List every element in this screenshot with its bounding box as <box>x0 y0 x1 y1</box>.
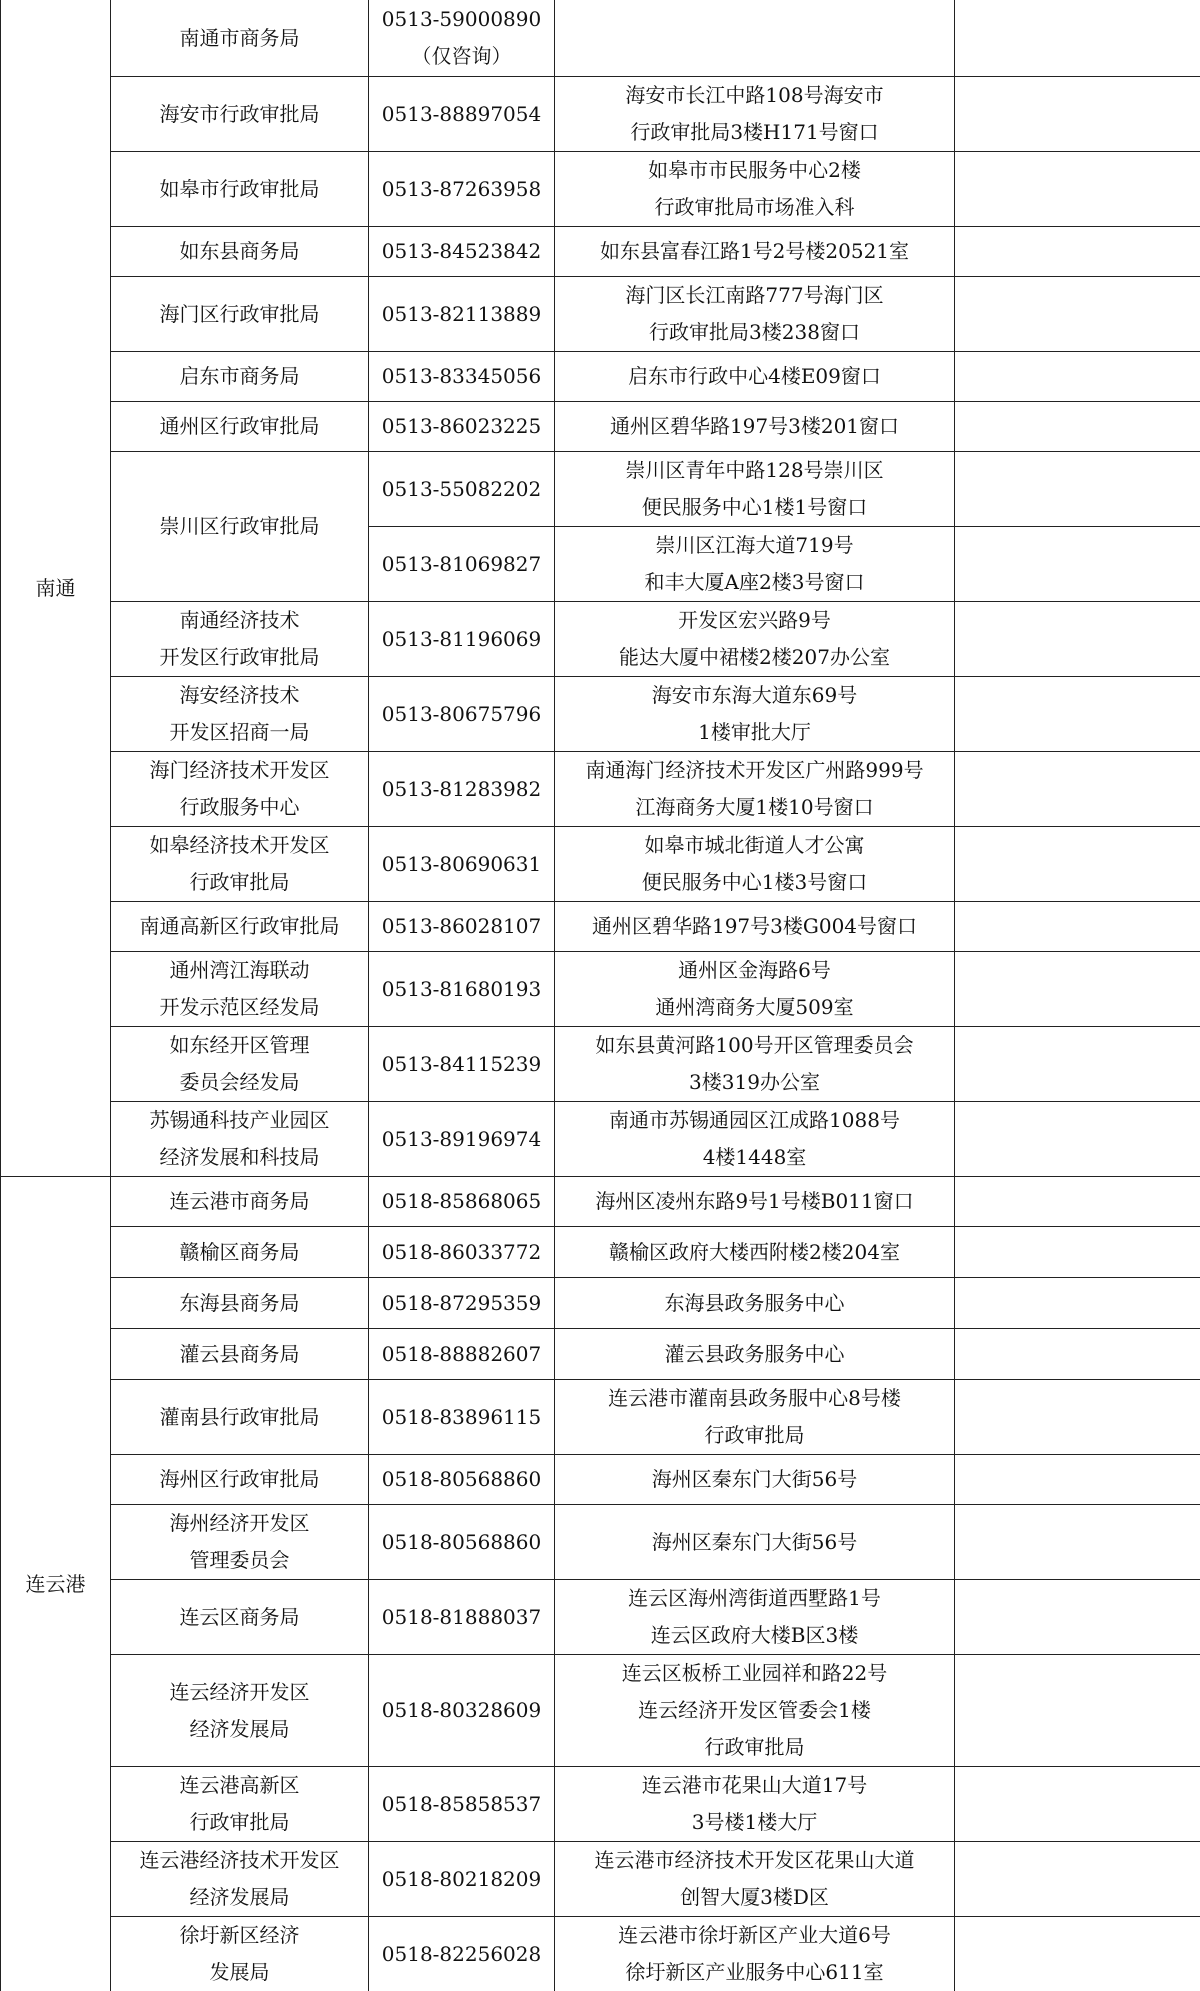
address-cell-line: 如皋市市民服务中心2楼 <box>648 158 861 182</box>
phone-cell <box>369 452 555 527</box>
table-row <box>1 227 1200 277</box>
address-cell-line: 如东县黄河路100号开区管理委员会 <box>595 1033 914 1057</box>
address-cell-line: 便民服务中心1楼3号窗口 <box>641 870 868 894</box>
department-cell <box>111 602 369 677</box>
phone-cell-line: 0518-81888037 <box>381 1604 542 1629</box>
phone-cell-line: 0513-80675796 <box>381 701 542 726</box>
address-cell-line: 行政审批局市场准入科 <box>654 195 855 219</box>
phone-cell-line: 0518-83896115 <box>381 1404 542 1429</box>
phone-cell-line: 0518-82256028 <box>381 1941 542 1966</box>
address-cell <box>555 752 955 827</box>
address-cell-line: 4楼1448室 <box>702 1145 807 1169</box>
department-cell-line: 通州湾江海联动 <box>169 958 310 982</box>
table-row <box>1 152 1200 227</box>
table-row <box>1 902 1200 952</box>
phone-cell-line: 0513-86023225 <box>381 414 542 438</box>
address-cell-line: 东海县政务服务中心 <box>664 1290 845 1315</box>
note-cell <box>955 0 1200 77</box>
department-cell-line: 行政审批局 <box>189 1810 290 1834</box>
address-cell-line: 通州区碧华路197号3楼201窗口 <box>609 414 900 438</box>
phone-cell <box>369 352 555 402</box>
department-cell-line: 南通市商务局 <box>179 25 300 50</box>
department-cell <box>111 1455 369 1505</box>
table-row <box>1 952 1200 1027</box>
department-cell-line: 连云港高新区 <box>179 1773 300 1797</box>
department-cell <box>111 1580 369 1655</box>
phone-cell-line: 0518-80568860 <box>381 1529 542 1554</box>
note-cell <box>955 1655 1200 1767</box>
address-cell <box>555 902 955 952</box>
phone-cell-line: 0513-80690631 <box>381 851 542 876</box>
department-cell-line: 海州区行政审批局 <box>159 1467 320 1491</box>
note-cell <box>955 1767 1200 1842</box>
phone-cell <box>369 402 555 452</box>
address-cell-line: 启东市行政中心4楼E09窗口 <box>628 364 881 388</box>
phone-cell <box>369 152 555 227</box>
department-cell-line: 海安经济技术 <box>179 683 300 707</box>
address-cell <box>555 0 955 77</box>
address-cell-line: 海安市长江中路108号海安市 <box>625 83 884 107</box>
phone-cell-line: 0513-81680193 <box>381 976 542 1001</box>
phone-cell-line: 0513-89196974 <box>381 1126 542 1151</box>
table-row <box>1 452 1200 527</box>
table-row <box>1 1380 1200 1455</box>
department-cell-line: 连云经济开发区 <box>169 1679 310 1704</box>
phone-cell-line: 0513-82113889 <box>381 301 542 326</box>
address-cell <box>555 77 955 152</box>
department-cell-line: 行政服务中心 <box>179 795 300 819</box>
address-cell <box>555 402 955 452</box>
phone-cell <box>369 1767 555 1842</box>
address-cell-line: 海门区长江南路777号海门区 <box>625 283 884 307</box>
table-row <box>1 77 1200 152</box>
department-cell <box>111 1278 369 1329</box>
department-cell-line: 经济发展局 <box>189 1716 290 1741</box>
department-cell <box>111 227 369 277</box>
address-cell-line: 创智大厦3楼D区 <box>680 1885 829 1909</box>
department-cell <box>111 677 369 752</box>
department-cell <box>111 277 369 352</box>
region-name: 连云港 <box>25 1571 86 1596</box>
phone-cell <box>369 1278 555 1329</box>
note-cell <box>955 752 1200 827</box>
phone-cell <box>369 0 555 77</box>
address-cell <box>555 952 955 1027</box>
address-cell-line: 行政审批局 <box>704 1423 805 1447</box>
address-cell <box>555 1842 955 1917</box>
region-cell <box>1 1177 111 1991</box>
address-cell-line: 行政审批局3楼238窗口 <box>649 320 860 344</box>
department-cell-line: 崇川区行政审批局 <box>159 514 320 538</box>
address-cell <box>555 827 955 902</box>
note-cell <box>955 402 1200 452</box>
department-cell-line: 海州经济开发区 <box>169 1511 310 1535</box>
note-cell <box>955 1227 1200 1278</box>
region-cell <box>1 0 111 1177</box>
phone-cell <box>369 752 555 827</box>
department-cell-line: 开发区招商一局 <box>169 720 310 744</box>
table-row <box>1 1278 1200 1329</box>
address-cell-line: 连云港市徐圩新区产业大道6号 <box>618 1923 891 1947</box>
table-row <box>1 402 1200 452</box>
department-cell <box>111 402 369 452</box>
address-cell-line: 崇川区江海大道719号 <box>655 533 854 557</box>
phone-cell <box>369 1102 555 1177</box>
address-cell-line: 如皋市城北街道人才公寓 <box>644 833 865 857</box>
department-cell <box>111 1227 369 1278</box>
department-cell <box>111 1842 369 1917</box>
table-row <box>1 1917 1200 1991</box>
address-cell-line: 行政审批局 <box>704 1735 805 1759</box>
address-cell-line: 如东县富春江路1号2号楼20521室 <box>599 239 910 263</box>
department-cell <box>111 1329 369 1380</box>
address-cell <box>555 1329 955 1380</box>
department-cell-line: 灌南县行政审批局 <box>159 1404 320 1429</box>
phone-cell-line: 0513-83345056 <box>381 364 542 388</box>
note-cell <box>955 1278 1200 1329</box>
department-cell-line: 连云区商务局 <box>179 1604 300 1629</box>
department-cell-line: 赣榆区商务局 <box>179 1239 300 1264</box>
phone-cell <box>369 1329 555 1380</box>
address-cell-line: 行政审批局3楼H171号窗口 <box>630 120 879 144</box>
address-cell-line: 连云区海州湾街道西墅路1号 <box>628 1586 881 1610</box>
department-cell-line: 开发示范区经发局 <box>159 995 320 1019</box>
phone-cell <box>369 1227 555 1278</box>
address-cell-line: 崇川区青年中路128号崇川区 <box>625 458 884 482</box>
table-row <box>1 1102 1200 1177</box>
note-cell <box>955 1455 1200 1505</box>
department-cell-line: 管理委员会 <box>189 1548 290 1572</box>
note-cell <box>955 77 1200 152</box>
phone-cell <box>369 77 555 152</box>
note-cell <box>955 602 1200 677</box>
address-cell <box>555 152 955 227</box>
phone-cell-line: （仅咨询） <box>411 44 512 68</box>
phone-cell <box>369 1505 555 1580</box>
address-cell-line: 灌云县政务服务中心 <box>664 1341 845 1366</box>
address-cell <box>555 1767 955 1842</box>
note-cell <box>955 1842 1200 1917</box>
address-cell-line: 南通海门经济技术开发区广州路999号 <box>585 758 924 782</box>
phone-cell <box>369 952 555 1027</box>
note-cell <box>955 352 1200 402</box>
phone-cell-line: 0518-80328609 <box>381 1698 542 1722</box>
phone-cell <box>369 1027 555 1102</box>
address-cell <box>555 1227 955 1278</box>
department-cell <box>111 1102 369 1177</box>
department-cell-line: 苏锡通科技产业园区 <box>149 1108 330 1132</box>
phone-cell-line: 0518-85868065 <box>381 1189 542 1213</box>
department-cell-line: 如皋市行政审批局 <box>159 176 320 201</box>
phone-cell-line: 0513-81283982 <box>381 776 542 801</box>
department-cell <box>111 152 369 227</box>
phone-cell <box>369 902 555 952</box>
department-cell-line: 启东市商务局 <box>179 364 300 388</box>
note-cell <box>955 277 1200 352</box>
table-row <box>1 1177 1200 1227</box>
department-cell <box>111 1917 369 1991</box>
note-cell <box>955 1102 1200 1177</box>
department-cell-line: 如东经开区管理 <box>169 1033 310 1057</box>
directory-table-body <box>1 0 1200 1991</box>
phone-cell <box>369 1177 555 1227</box>
phone-cell-line: 0518-86033772 <box>381 1239 542 1264</box>
phone-cell <box>369 1842 555 1917</box>
department-cell-line: 灌云县商务局 <box>179 1341 300 1366</box>
phone-cell-line: 0518-80218209 <box>381 1866 542 1891</box>
phone-cell <box>369 1380 555 1455</box>
phone-cell <box>369 1580 555 1655</box>
department-cell-line: 徐圩新区经济 <box>179 1923 300 1947</box>
table-row <box>1 1027 1200 1102</box>
address-cell-line: 徐圩新区产业服务中心611室 <box>625 1960 884 1984</box>
address-cell <box>555 1380 955 1455</box>
note-cell <box>955 677 1200 752</box>
address-cell-line: 南通市苏锡通园区江成路1088号 <box>609 1108 900 1132</box>
phone-cell <box>369 1455 555 1505</box>
department-cell-line: 东海县商务局 <box>179 1290 300 1315</box>
phone-cell-line: 0513-88897054 <box>381 101 542 126</box>
address-cell-line: 1楼审批大厅 <box>698 720 811 744</box>
address-cell-line: 通州区碧华路197号3楼G004号窗口 <box>591 914 918 938</box>
address-cell-line: 连云港市经济技术开发区花果山大道 <box>594 1848 915 1872</box>
department-cell-line: 开发区行政审批局 <box>159 645 320 669</box>
address-cell-line: 3楼319办公室 <box>689 1070 820 1094</box>
address-cell-line: 海州区凌州东路9号1号楼B011窗口 <box>595 1189 914 1213</box>
department-cell <box>111 902 369 952</box>
address-cell <box>555 1278 955 1329</box>
department-cell <box>111 1380 369 1455</box>
table-row <box>1 1767 1200 1842</box>
address-cell <box>555 602 955 677</box>
table-row <box>1 602 1200 677</box>
department-cell-line: 发展局 <box>209 1960 270 1984</box>
table-row <box>1 1655 1200 1767</box>
address-cell-line: 海州区秦东门大街56号 <box>651 1467 858 1491</box>
department-cell-line: 行政审批局 <box>189 870 290 894</box>
department-cell <box>111 452 369 602</box>
department-cell <box>111 1177 369 1227</box>
note-cell <box>955 1177 1200 1227</box>
phone-cell <box>369 677 555 752</box>
department-cell <box>111 1655 369 1767</box>
phone-cell <box>369 1917 555 1991</box>
address-cell-line: 通州区金海路6号 <box>678 958 831 982</box>
department-cell <box>111 352 369 402</box>
phone-cell-line: 0513-81196069 <box>381 626 542 651</box>
phone-cell <box>369 277 555 352</box>
note-cell <box>955 902 1200 952</box>
address-cell-line: 连云区政府大楼B区3楼 <box>650 1623 859 1647</box>
address-cell-line: 开发区宏兴路9号 <box>678 608 831 632</box>
note-cell <box>955 1580 1200 1655</box>
department-cell-line: 海门区行政审批局 <box>159 301 320 326</box>
department-cell <box>111 1505 369 1580</box>
phone-cell-line: 0513-55082202 <box>381 476 542 501</box>
note-cell <box>955 527 1200 602</box>
address-cell <box>555 1027 955 1102</box>
address-cell-line: 海安市东海大道东69号 <box>651 683 858 707</box>
note-cell <box>955 952 1200 1027</box>
address-cell <box>555 1917 955 1991</box>
address-cell <box>555 1455 955 1505</box>
department-cell-line: 南通高新区行政审批局 <box>139 914 340 938</box>
phone-cell-line: 0518-87295359 <box>381 1290 542 1315</box>
address-cell <box>555 352 955 402</box>
department-cell-line: 连云港经济技术开发区 <box>139 1848 340 1872</box>
department-cell-line: 经济发展和科技局 <box>159 1145 320 1169</box>
note-cell <box>955 452 1200 527</box>
phone-cell-line: 0518-88882607 <box>381 1341 542 1366</box>
table-row <box>1 752 1200 827</box>
region-name: 南通 <box>35 575 76 600</box>
department-cell <box>111 952 369 1027</box>
note-cell <box>955 827 1200 902</box>
department-cell <box>111 827 369 902</box>
address-cell <box>555 1102 955 1177</box>
address-cell-line: 江海商务大厦1楼10号窗口 <box>635 795 874 819</box>
phone-cell-line: 0518-80568860 <box>381 1467 542 1491</box>
address-cell <box>555 1580 955 1655</box>
department-cell-line: 经济发展局 <box>189 1885 290 1909</box>
department-cell-line: 如皋经济技术开发区 <box>149 833 330 857</box>
phone-cell-line: 0518-85858537 <box>381 1791 542 1816</box>
department-cell <box>111 0 369 77</box>
address-cell-line: 赣榆区政府大楼西附楼2楼204室 <box>609 1239 900 1264</box>
address-cell-line: 连云港市花果山大道17号 <box>641 1773 868 1797</box>
department-cell <box>111 77 369 152</box>
address-cell-line: 和丰大厦A座2楼3号窗口 <box>644 570 865 594</box>
address-cell <box>555 1177 955 1227</box>
table-row <box>1 277 1200 352</box>
phone-cell <box>369 1655 555 1767</box>
address-cell-line: 通州湾商务大厦509室 <box>655 995 854 1019</box>
phone-cell <box>369 602 555 677</box>
address-cell <box>555 1505 955 1580</box>
phone-cell <box>369 227 555 277</box>
department-cell <box>111 752 369 827</box>
address-cell-line: 3号楼1楼大厅 <box>691 1810 818 1834</box>
department-cell-line: 通州区行政审批局 <box>159 414 320 438</box>
department-cell <box>111 1027 369 1102</box>
address-cell-line: 连云经济开发区管委会1楼 <box>638 1698 871 1722</box>
department-cell-line: 海门经济技术开发区 <box>149 758 330 782</box>
address-cell-line: 海州区秦东门大街56号 <box>651 1529 858 1554</box>
address-cell <box>555 677 955 752</box>
note-cell <box>955 227 1200 277</box>
note-cell <box>955 1380 1200 1455</box>
phone-cell-line: 0513-59000890 <box>381 7 542 31</box>
table-row <box>1 1842 1200 1917</box>
table-row <box>1 1455 1200 1505</box>
department-cell-line: 如东县商务局 <box>179 239 300 263</box>
address-cell-line: 能达大厦中裙楼2楼207办公室 <box>619 645 890 669</box>
table-row <box>1 0 1200 77</box>
address-cell-line: 连云港市灌南县政务服中心8号楼 <box>608 1386 901 1410</box>
address-cell <box>555 277 955 352</box>
table-row <box>1 1329 1200 1380</box>
department-cell-line: 南通经济技术 <box>179 608 300 632</box>
department-cell-line: 委员会经发局 <box>179 1070 300 1094</box>
phone-cell <box>369 527 555 602</box>
phone-cell-line: 0513-84523842 <box>381 239 542 263</box>
address-cell-line: 连云区板桥工业园祥和路22号 <box>621 1661 888 1685</box>
address-cell-line: 便民服务中心1楼1号窗口 <box>641 495 868 519</box>
note-cell <box>955 1027 1200 1102</box>
address-cell <box>555 452 955 527</box>
table-row <box>1 1505 1200 1580</box>
department-cell-line: 连云港市商务局 <box>169 1189 310 1213</box>
note-cell <box>955 152 1200 227</box>
note-cell <box>955 1329 1200 1380</box>
phone-cell-line: 0513-81069827 <box>381 551 542 576</box>
note-cell <box>955 1505 1200 1580</box>
phone-cell-line: 0513-87263958 <box>381 176 542 201</box>
department-cell-line: 海安市行政审批局 <box>159 101 320 126</box>
table-row <box>1 1227 1200 1278</box>
department-cell <box>111 1767 369 1842</box>
phone-cell <box>369 827 555 902</box>
table-row <box>1 1580 1200 1655</box>
address-cell <box>555 527 955 602</box>
phone-cell-line: 0513-84115239 <box>381 1051 542 1076</box>
table-row <box>1 677 1200 752</box>
note-cell <box>955 1917 1200 1991</box>
address-cell <box>555 1655 955 1767</box>
table-row <box>1 827 1200 902</box>
phone-cell-line: 0513-86028107 <box>381 914 542 938</box>
address-cell <box>555 227 955 277</box>
table-row <box>1 352 1200 402</box>
